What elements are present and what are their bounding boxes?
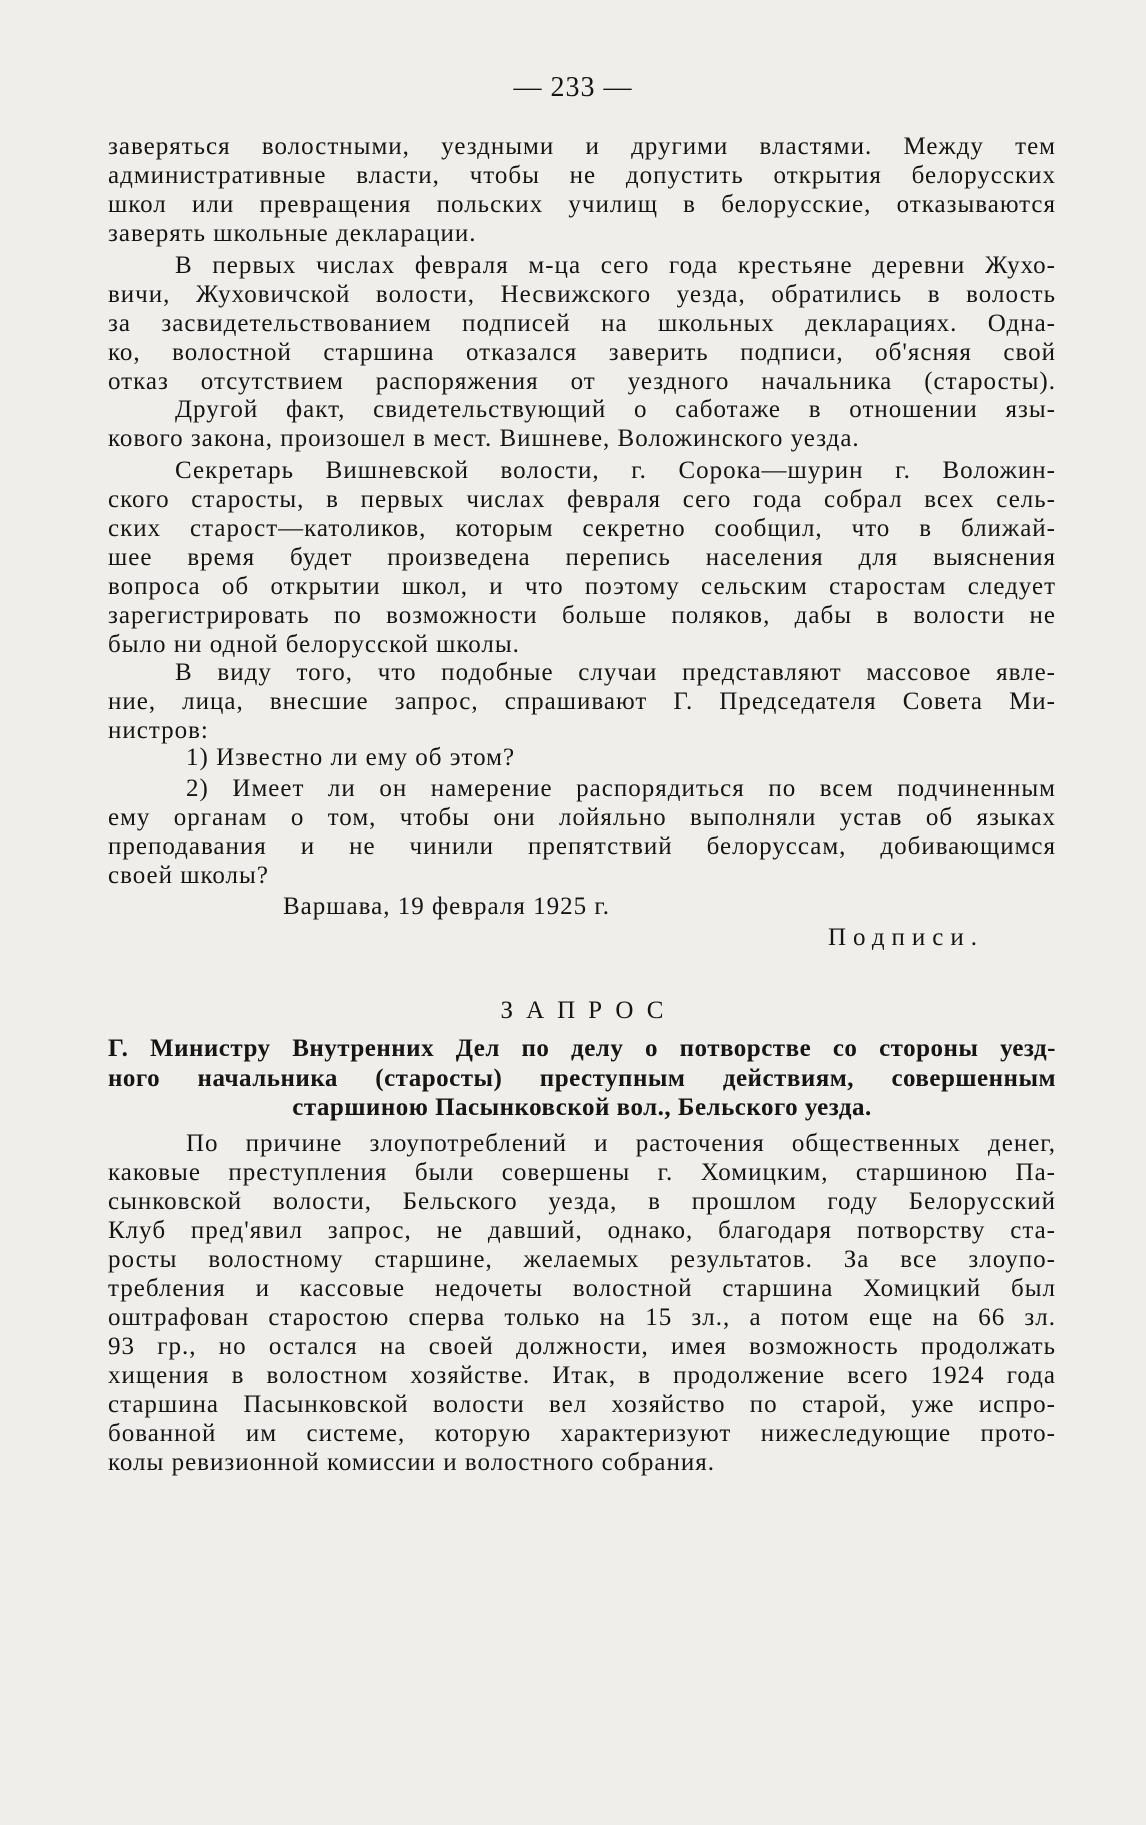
text-line: преподавания и не чинили препятствий белоруссам, добивающимся [108,833,1056,860]
text-line: шее время будет произведена перепись населения для выяснения [108,544,1056,571]
text-line: было ни одной белорусской школы. [108,631,520,658]
paragraph [108,132,1056,248]
text-line: 2) Имеет ли он намерение распорядиться по всем подчиненным [186,775,1056,802]
text-line: 1) Известно ли ему об этом? [186,744,516,771]
text-line: ских старост—католиков, которым секретно сообщил, что в ближай- [108,515,1056,542]
text-line: По причине злоупотреблений и расточения общественных денег, [186,1130,1056,1157]
text-line: заверяться волостными, уездными и другими властями. Между тем [108,133,1056,160]
signatures-label: Подписи. [828,924,985,951]
text-line: росты волостному старшине, желаемых результатов. За все злоупо- [108,1246,1056,1273]
text-line: бованной им системе, которую характеризуют нижеследующие прото- [108,1420,1056,1447]
paragraph [108,658,1056,745]
text-line: отказ отсутствием распоряжения от уездного начальника (старосты). [108,368,1056,395]
heading-line: Г. Министру Внутренних Дел по делу о потворстве со стороны уезд- [108,1035,1056,1062]
text-line: зарегистрировать по возможности больше поляков, дабы в волости не [108,602,1056,629]
text-line: Другой факт, свидетельствующий о саботаже в отношении язы- [175,396,1056,423]
text-line: В виду того, что подобные случаи представляют массовое явле- [175,659,1056,686]
text-line: заверять школьные декларации. [108,220,477,247]
question-item [108,774,1056,890]
place-date [108,892,1056,921]
inquiry-title-text: ЗАПРОС [500,997,677,1024]
text-line: вопроса об открытии школ, и что поэтому сельским старостам следует [108,573,1056,600]
text-line: хищения в волостном хозяйстве. Итак, в продолжение всего 1924 года [108,1362,1056,1389]
text-line: ние, лица, внесшие запрос, спрашивают Г. Председателя Совета Ми- [108,688,1056,715]
text-line: кового закона, произошел в мест. Вишневе, Воложинского уезда. [108,425,860,452]
text-line: требления и кассовые недочеты волостной старшина Хомицкий был [108,1275,1056,1302]
text-line: своей школы? [108,862,269,889]
text-line: сынковской волости, Бельского уезда, в прошлом году Белорусский [108,1188,1056,1215]
text-line: Клуб пред'явил запрос, не давший, однако, благодаря потворству ста- [108,1217,1056,1244]
paragraph [108,395,1056,453]
text-line: административные власти, чтобы не допустить открытия белорусских [108,162,1056,189]
text-line: нистров: [108,717,209,744]
place-date-line: Варшава, 19 февраля 1925 г. [283,893,611,920]
text-line: Секретарь Вишневской волости, г. Сорока—шурин г. Воложин- [175,457,1056,484]
page-number: — 233 — [513,72,633,103]
inquiry-addressee [108,1034,1056,1123]
text-line: ского старосты, в первых числах февраля сего года собрал всех сель- [108,486,1056,513]
text-line: каковые преступления были совершены г. Хомицким, старшиною Па- [108,1159,1056,1186]
text-line: школ или превращения польских училищ в белорусские, отказываются [108,191,1056,218]
text-line: вичи, Жуховичской волости, Несвижского уезда, обратились в волость [108,281,1056,308]
text-line: 93 гр., но остался на своей должности, имея возможность продолжать [108,1333,1056,1360]
text-line: ко, волостной старшина отказался заверить подписи, об'ясняя свой [108,339,1056,366]
signatures [108,923,1056,952]
question-item [108,743,1056,772]
text-line: старшина Пасынковской волости вел хозяйство по старой, уже испро- [108,1391,1056,1418]
text-line: за засвидетельствованием подписей на школьных декларациях. Одна- [108,310,1056,337]
text-line: оштрафован старостою сперва только на 15 зл., а потом еще на 66 зл. [108,1304,1056,1331]
paragraph [108,1129,1056,1477]
text-line: колы ревизионной комиссии и волостного собрания. [108,1449,716,1476]
heading-line: старшиною Пасынковской вол., Бельского уезда. [292,1094,872,1121]
paragraph [108,251,1056,396]
paragraph [108,456,1056,659]
heading-line: ного начальника (старосты) преступным действиям, совершенным [108,1064,1056,1092]
text-line: ему органам о том, чтобы они лойяльно выполняли устав об языках [108,804,1056,831]
text-line: В первых числах февраля м-ца сего года крестьяне деревни Жухо- [175,252,1056,279]
inquiry-title [108,996,1056,1025]
